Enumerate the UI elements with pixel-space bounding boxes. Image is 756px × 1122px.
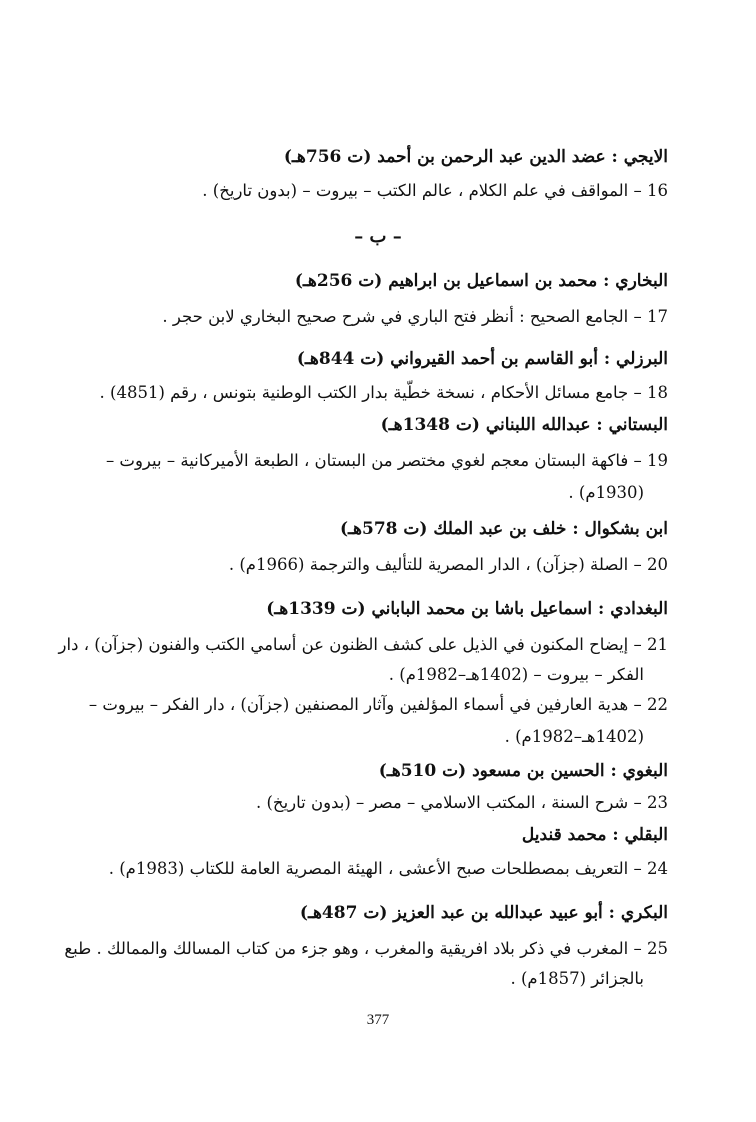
entry-23: 23 – شرح السنة ، المكتب الاسلامي – مصر – (بدون تاريخ) . — [256, 793, 668, 812]
entry-21: 21 – إيضاح المكنون في الذيل على كشف الظنون عن أسامي الكتب والفنون (جزآن) ، دار — [58, 635, 668, 654]
entry-22: 22 – هدية العارفين في أسماء المؤلفين وآثار المصنفين (جزآن) ، دار الفكر – بيروت – — [88, 695, 668, 714]
author-heading-baqli: البقلي : محمد قنديل — [521, 825, 668, 845]
author-heading-bukhari: البخاري : محمد بن اسماعيل بن ابراهيم (ت 256هـ) — [294, 271, 668, 291]
entry-20: 20 – الصلة (جزآن) ، الدار المصرية للتأليف والترجمة (1966م) . — [228, 555, 668, 574]
entry-21-continuation: الفكر – بيروت – (1402هـ–1982م) . — [388, 665, 644, 684]
author-heading-ibn-bashkuwal: ابن بشكوال : خلف بن عبد الملك (ت 578هـ) — [340, 519, 668, 539]
entry-17: 17 – الجامع الصحيح : أنظر فتح الباري في شرح صحيح البخاري لابن حجر . — [162, 307, 668, 326]
author-heading-bustani: البستاني : عبدالله اللبناني (ت 1348هـ) — [380, 415, 668, 435]
author-heading-aliji: الايجي : عضد الدين عبد الرحمن بن أحمد (ت 756هـ) — [283, 147, 668, 167]
author-heading-bakri: البكري : أبو عبيد عبدالله بن عبد العزيز (ت 487هـ) — [299, 903, 668, 923]
entry-18: 18 – جامع مسائل الأحكام ، نسخة خطّية بدار الكتب الوطنية بتونس ، رقم (4851) . — [99, 383, 668, 402]
entry-24: 24 – التعريف بمصطلحات صبح الأعشى ، الهيئة المصرية العامة للكتاب (1983م) . — [108, 859, 668, 878]
section-letter-ba: – ب – — [354, 226, 402, 247]
entry-25-continuation: بالجزائر (1857م) . — [510, 969, 644, 988]
entry-19: 19 – فاكهة البستان معجم لغوي مختصر من البستان ، الطبعة الأميركانية – بيروت – — [105, 451, 668, 470]
author-heading-baghawi: البغوي : الحسين بن مسعود (ت 510هـ) — [378, 761, 668, 781]
author-heading-burzuli: البرزلي : أبو القاسم بن أحمد القيرواني (ت 844هـ) — [296, 349, 668, 369]
entry-16: 16 – المواقف في علم الكلام ، عالم الكتب – بيروت – (بدون تاريخ) . — [202, 181, 668, 200]
entry-19-continuation: (1930م) . — [568, 483, 644, 502]
entry-22-continuation: (1402هـ–1982م) . — [504, 727, 644, 746]
entry-25: 25 – المغرب في ذكر بلاد افريقية والمغرب ، وهو جزء من كتاب المسالك والممالك . طبع — [64, 939, 668, 958]
author-heading-baghdadi: البغدادي : اسماعيل باشا بن محمد الباباني (ت 1339هـ) — [266, 599, 668, 619]
page-number: 377 — [366, 1012, 390, 1028]
